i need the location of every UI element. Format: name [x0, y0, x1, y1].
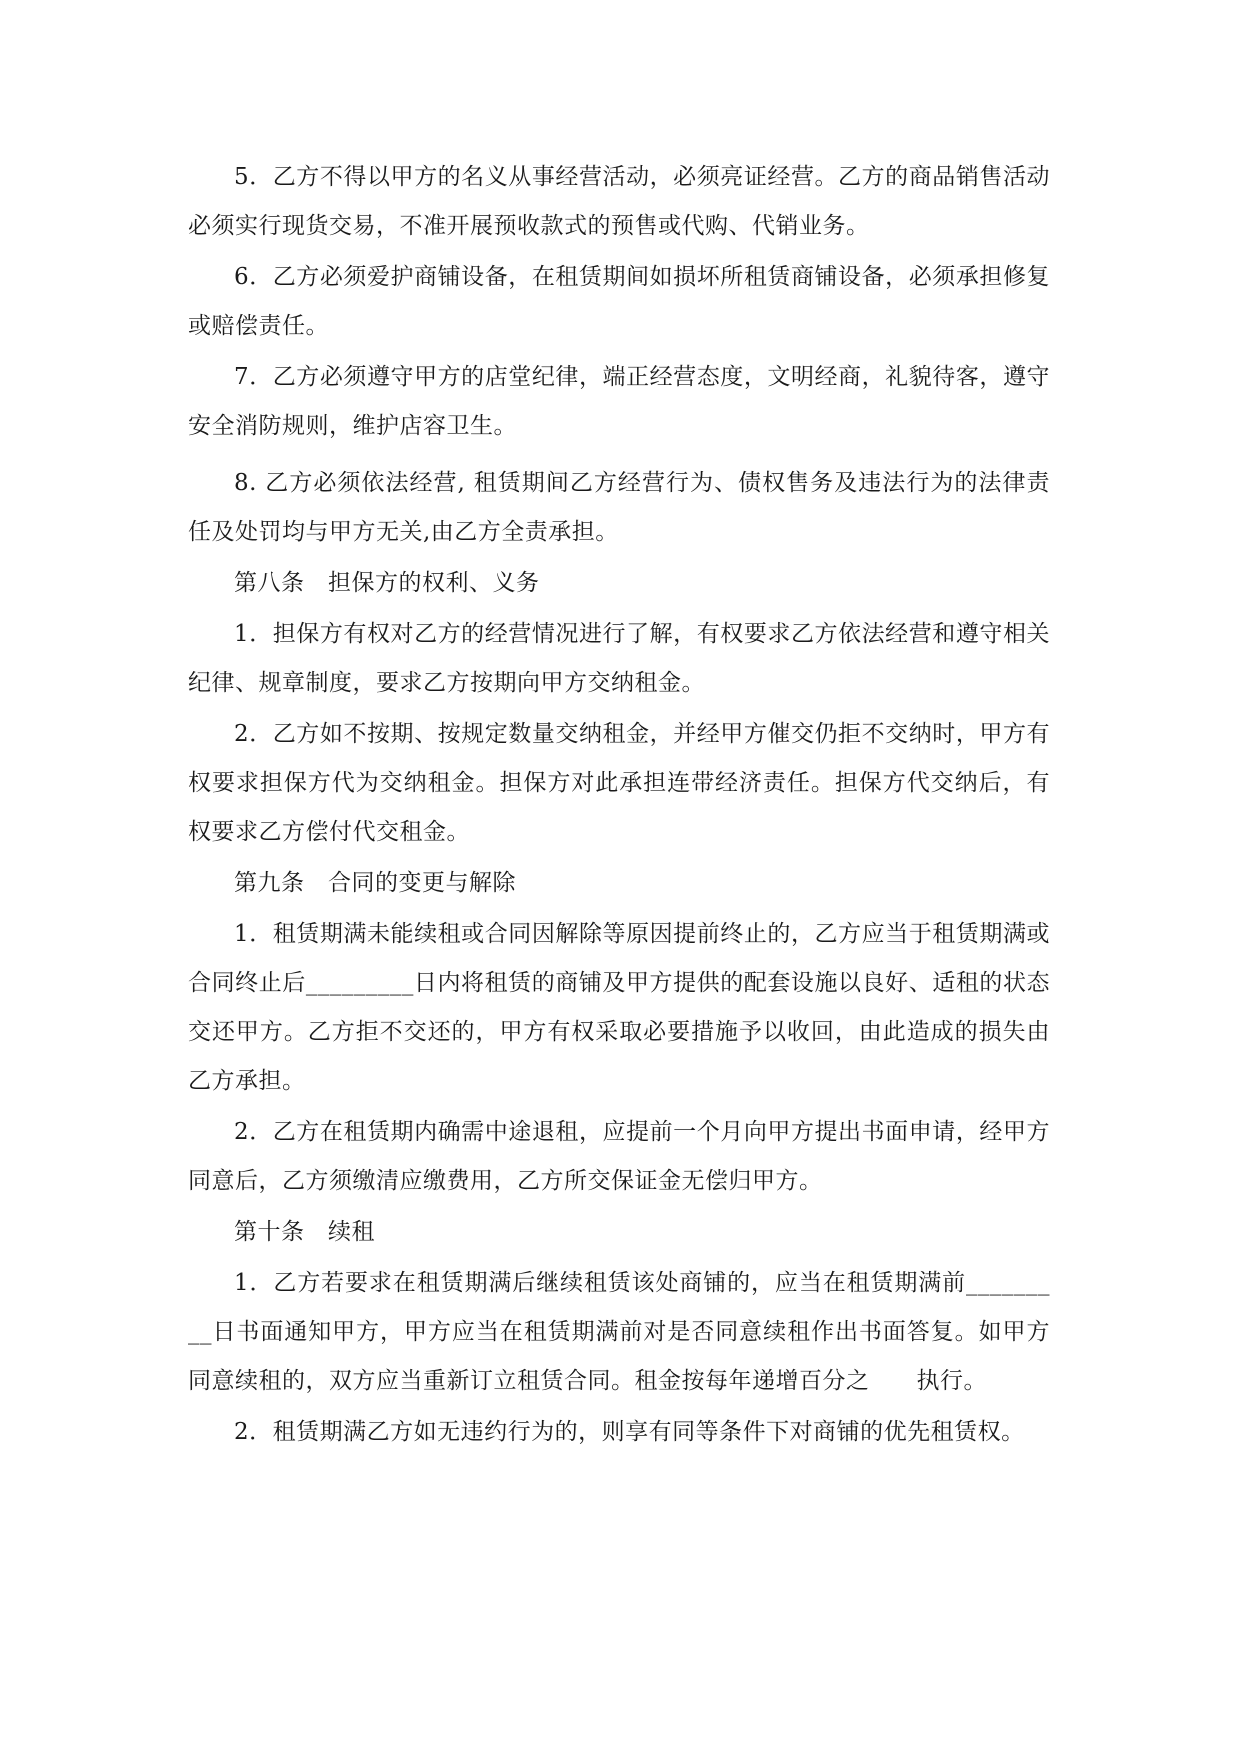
clause-item-8: 8. 乙方必须依法经营, 租赁期间乙方经营行为、债权售务及违法行为的法律责任及处罚均与甲方无关,由乙方全责承担。 — [188, 470, 1050, 545]
article-8-clause-1: 1．担保方有权对乙方的经营情况进行了解，有权要求乙方依法经营和遵守相关纪律、规章制度，要求乙方按期向甲方交纳租金。 — [188, 621, 1050, 696]
article-10-clause-1: 1．乙方若要求在租赁期满后继续租赁该处商铺的，应当在租赁期满前_________日书面通知甲方，甲方应当在租赁期满前对是否同意续租作出书面答复。如甲方同意续租的，双方应当重新订立租赁合同。租金按每年递增百分之 执行。 — [188, 1270, 1050, 1394]
clause-item-6: 6．乙方必须爱护商铺设备，在租赁期间如损坏所租赁商铺设备，必须承担修复或赔偿责任。 — [188, 264, 1050, 339]
article-10-heading: 第十条 续租 — [234, 1219, 375, 1245]
article-10-clause-2: 2．租赁期满乙方如无违约行为的，则享有同等条件下对商铺的优先租赁权。 — [234, 1419, 1025, 1445]
document-body — [188, 153, 1050, 1459]
clause-item-5: 5．乙方不得以甲方的名义从事经营活动，必须亮证经营。乙方的商品销售活动必须实行现货交易，不准开展预收款式的预售或代购、代销业务。 — [188, 164, 1050, 239]
article-9-clause-2: 2．乙方在租赁期内确需中途退租，应提前一个月向甲方提出书面申请，经甲方同意后，乙方须缴清应缴费用，乙方所交保证金无偿归甲方。 — [188, 1119, 1050, 1194]
article-9-clause-1: 1．租赁期满未能续租或合同因解除等原因提前终止的，乙方应当于租赁期满或合同终止后_________日内将租赁的商铺及甲方提供的配套设施以良好、适租的状态交还甲方。乙方拒不交还的，甲方有权采取必要措施予以收回，由此造成的损失由乙方承担。 — [188, 921, 1050, 1094]
clause-item-7: 7．乙方必须遵守甲方的店堂纪律，端正经营态度，文明经商，礼貌待客，遵守安全消防规则，维护店容卫生。 — [188, 364, 1050, 439]
article-8-clause-2: 2．乙方如不按期、按规定数量交纳租金，并经甲方催交仍拒不交纳时，甲方有权要求担保方代为交纳租金。担保方对此承担连带经济责任。担保方代交纳后，有权要求乙方偿付代交租金。 — [188, 721, 1050, 845]
article-8-heading: 第八条 担保方的权利、义务 — [234, 570, 540, 596]
article-9-heading: 第九条 合同的变更与解除 — [234, 870, 516, 896]
